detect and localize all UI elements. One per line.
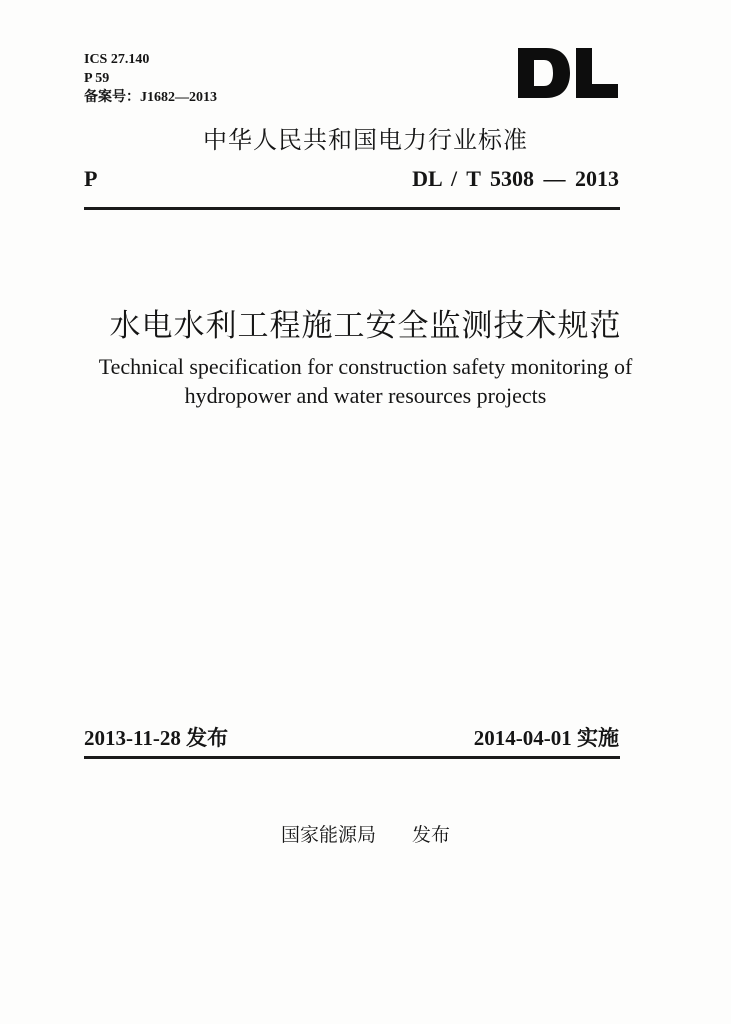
title-chinese: 水电水利工程施工安全监测技术规范 [109, 308, 622, 344]
title-english [40, 352, 691, 410]
issue-label: 发布 [186, 726, 229, 750]
title-english-line2: hydropower and water resources projects [184, 383, 547, 408]
bottom-divider [84, 756, 620, 759]
effective-date-block [474, 722, 619, 752]
issue-date-block [84, 722, 228, 752]
category-letter: P [84, 166, 98, 191]
category-code: P 59 [84, 71, 110, 86]
dl-logo-icon [516, 46, 620, 100]
top-divider [84, 207, 620, 210]
industry-standard-title: 中华人民共和国电力行业标准 [203, 126, 528, 154]
effective-date: 2014-04-01 [473, 726, 572, 750]
filing-number: 备案号：J1682—2013 [84, 90, 217, 105]
ics-code: ICS 27.140 [84, 52, 150, 67]
logo-letter-d [518, 48, 570, 98]
title-english-line1: Technical specification for construction safety monitoring of [98, 354, 633, 379]
publisher-action: 发布 [412, 824, 451, 846]
logo-letter-l [576, 48, 618, 98]
standard-number: DL / T 5308 — 2013 [412, 166, 619, 191]
publisher-name: 国家能源局 [280, 824, 376, 846]
publisher-line [0, 820, 731, 847]
effective-label: 实施 [577, 726, 619, 750]
standard-meta [84, 50, 217, 107]
issue-date: 2013-11-28 [84, 726, 181, 750]
